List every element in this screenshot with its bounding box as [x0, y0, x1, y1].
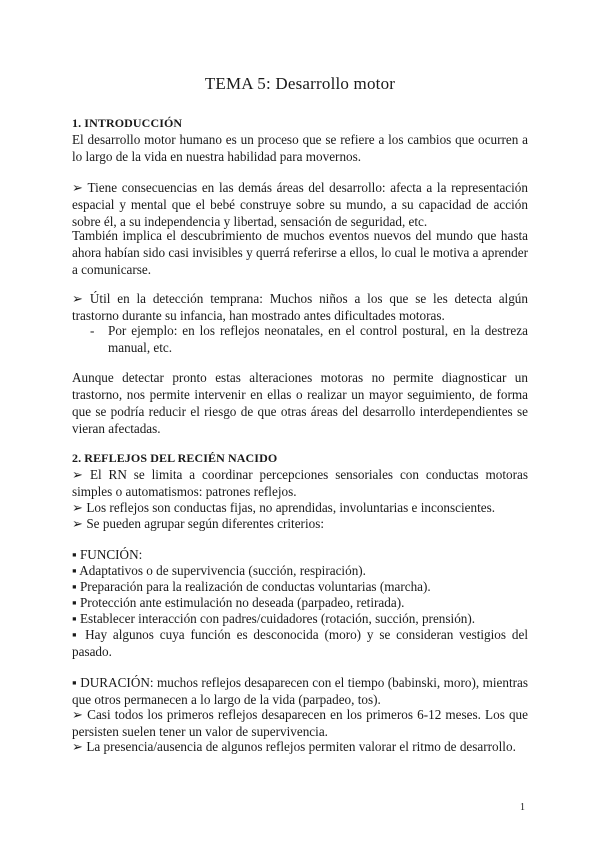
duracion-paragraph-2: ➢ Casi todos los primeros reflejos desaparecen en los primeros 6-12 meses. Los que persisten suelen tener un valor de supervivencia. [72, 707, 528, 739]
funcion-item: ▪ Adaptativos o de supervivencia (succión, respiración). [72, 563, 366, 578]
intro-paragraph-4: ➢ Útil en la detección temprana: Muchos niños a los que se les detecta algún trastorno durante su infancia, han mostrado antes dificultades motoras. [72, 291, 528, 323]
dash-bullet: - [90, 323, 95, 338]
funcion-label: ▪ FUNCIÓN: [72, 547, 143, 562]
intro-paragraph-3: También implica el descubrimiento de muchos eventos nuevos del mundo que hasta ahora habían sido casi invisibles y querrá referirse a ellos, lo cual le motiva a aprender a comunicarse. [72, 228, 528, 277]
section-heading-introduccion: 1. INTRODUCCIÓN [72, 116, 183, 130]
intro-dash-list-item [90, 322, 528, 356]
intro-paragraph-1: El desarrollo motor humano es un proceso que se refiere a los cambios que ocurren a lo largo de la vida en nuestra habilidad para movernos. [72, 132, 528, 164]
page-number: 1 [520, 802, 525, 813]
reflejos-paragraph-1: ➢ El RN se limita a coordinar percepciones sensoriales con conductas motoras simples o automatismos: patrones reflejos. [72, 467, 528, 499]
funcion-item: ▪ Establecer interacción con padres/cuidadores (rotación, succión, prensión). [72, 611, 476, 626]
funcion-item: ▪ Hay algunos cuya función es desconocida (moro) y se consideran vestigios del pasado. [72, 627, 528, 659]
reflejos-paragraph-3: ➢ Se pueden agrupar según diferentes criterios: [72, 516, 324, 531]
section-heading-reflejos: 2. REFLEJOS DEL RECIÉN NACIDO [72, 451, 278, 465]
reflejos-paragraph-2: ➢ Los reflejos son conductas fijas, no aprendidas, involuntarias e inconscientes. [72, 500, 496, 515]
list-item-text: Por ejemplo: en los reflejos neonatales, en el control postural, en la destreza manual, etc. [108, 323, 528, 355]
funcion-item: ▪ Preparación para la realización de conductas voluntarias (marcha). [72, 579, 431, 594]
page-title: TEMA 5: Desarrollo motor [204, 74, 396, 93]
funcion-item: ▪ Protección ante estimulación no deseada (parpadeo, retirada). [72, 595, 405, 610]
intro-paragraph-5: Aunque detectar pronto estas alteraciones motoras no permite diagnosticar un trastorno, nos permite intervenir en ellas o realizar un mayor seguimiento, de forma que se podría reducir el riesgo de que otras áreas del desarrollo interdependientes se vieran afectadas. [72, 370, 528, 436]
duracion-paragraph-3: ➢ La presencia/ausencia de algunos reflejos permiten valorar el ritmo de desarrollo. [72, 739, 516, 754]
intro-paragraph-2: ➢ Tiene consecuencias en las demás áreas del desarrollo: afecta a la representación espacial y mental que el bebé construye sobre su mundo, a su capacidad de acción sobre él, a su independencia y libertad, sensación de seguridad, etc. [72, 180, 528, 229]
duracion-paragraph-1: ▪ DURACIÓN: muchos reflejos desaparecen con el tiempo (babinski, moro), mientras que otros permanecen a lo largo de la vida (parpadeo, tos). [72, 675, 528, 707]
